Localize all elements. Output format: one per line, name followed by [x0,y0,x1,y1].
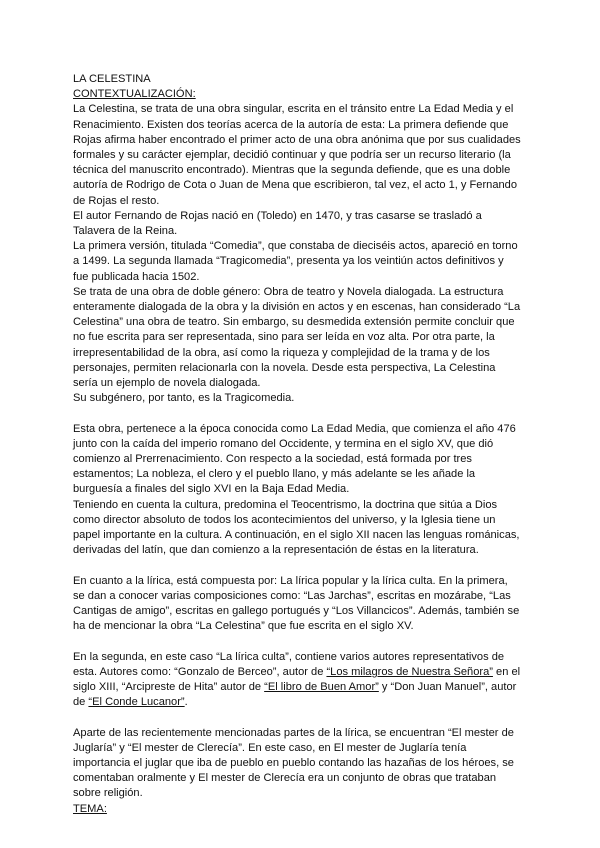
paragraph-edad-media: Esta obra, pertenece a la época conocida como La Edad Media, que comienza el año 476 junto con la caída del imperio romano del Occidente, y termina en el siglo XV, que dió comienzo al Prerrenacimiento. Con respecto a la sociedad, está formada por tres estamentos; La nobleza, el clero y el pueblo llano, y más adelante se les añade la burguesía a finales del siglo XVI en la Baja Edad Media. [73,422,516,496]
document-title: LA CELESTINA [73,73,151,85]
paragraph-cultura: Teniendo en cuenta la cultura, predomina el Teocentrismo, la doctrina que sitúa a Dios como director absoluto de todos los acontecimientos del universo, y la Iglesia tiene un papel importante en la cultura. A continuación, en el siglo XII nacen las lenguas románicas, derivadas del latín, que dan comienzo a la representación de éstas en la literatura. [73,498,520,557]
spacer [73,710,522,725]
spacer [73,634,522,649]
paragraph-autoria: La Celestina, se trata de una obra singular, escrita en el tránsito entre La Edad Media y el Renacimiento. Existen dos teorías acerca de la autoría de esta: La primera defiende que Rojas afirma haber encontrado el primer acto de una obra anónima que por sus cualidades formales y su carácter ejemplar, decidió continuar y que podría ser un recurso literario (la técnica del manuscrito encontrado). Mientras que la segunda defiende, que es una doble autoría de Rodrigo de Cota o Juan de Mena que escribieron, tal vez, el acto 1, y Fernando de Rojas el resto. [73,103,521,207]
text-segment: en el siglo XIII, “Arcipreste de Hita” autor de [73,665,521,694]
spacer [73,558,522,573]
paragraph-mester: Aparte de las recientemente mencionadas partes de la lírica, se encuentran “El mester de Juglaría” y “El mester de Clerecía”. En este caso, en El mester de Juglaría tenía importancia el juglar que iba de pueblo en pueblo contando las hazañas de los héroes, se comentaban oralmente y El mester de Clerecía era un conjunto de obras que trataban sobre religión. [73,726,514,800]
paragraph-subgenero: Su subgénero, por tanto, es la Tragicomedia. [73,392,295,405]
text-segment: . [184,696,188,709]
paragraph-lirica-culta [73,650,522,711]
work-title-conde-lucanor: “El Conde Lucanor” [88,696,185,709]
text-segment: En la segunda, en este caso “La lírica culta”, contiene varios autores representativos de esta. Autores como: “Gonzalo de Berceo”, autor de [73,650,505,678]
text-segment: y “Don Juan Manuel”, autor de [73,681,517,709]
work-title-buen-amor: “El libro de Buen Amor” [264,681,379,694]
paragraph-versiones: La primera versión, titulada “Comedia”, que constaba de dieciséis actos, apareció en torno a 1499. La segunda llamada “Tragicomedia”, presenta ya los veintiún actos definitivos y fue publicada hacia 1502. [73,240,518,283]
heading-tema: TEMA: [73,802,107,815]
paragraph-genero: Se trata de una obra de doble género: Obra de teatro y Novela dialogada. La estructura enteramente dialogada de la obra y la división en actos y en escenas, han considerado “La Celestina” una obra de teatro. Sin embargo, su desmedida extensión permite concluir que no fue escrita para ser representada, sino para ser leída en voz alta. Por otra parte, la irrepresentabilidad de la obra, así como la riqueza y complejidad de la trama y de los personajes, permiten relacionarla con la novela. Desde esta perspectiva, La Celestina sería un ejemplo de novela dialogada. [73,285,521,390]
paragraph-autor: El autor Fernando de Rojas nació en (Toledo) en 1470, y tras casarse se trasladó a Talavera de la Reina. [73,209,482,238]
work-title-milagros: “Los milagros de Nuestra Señora” [326,665,493,678]
heading-contextualizacion: CONTEXTUALIZACIÓN: [73,88,196,101]
spacer [73,406,522,421]
paragraph-lirica: En cuanto a la lírica, está compuesta por: La lírica popular y la lírica culta. En la primera, se dan a conocer varias composiciones como: “Las Jarchas”, escritas en mozárabe, “Las Cantigas de amigo”, escritas en gallego portugués y “Los Villancicos”. Además, también se ha de mencionar la obra “La Celestina” que fue escrita en el siglo XV. [73,574,520,633]
